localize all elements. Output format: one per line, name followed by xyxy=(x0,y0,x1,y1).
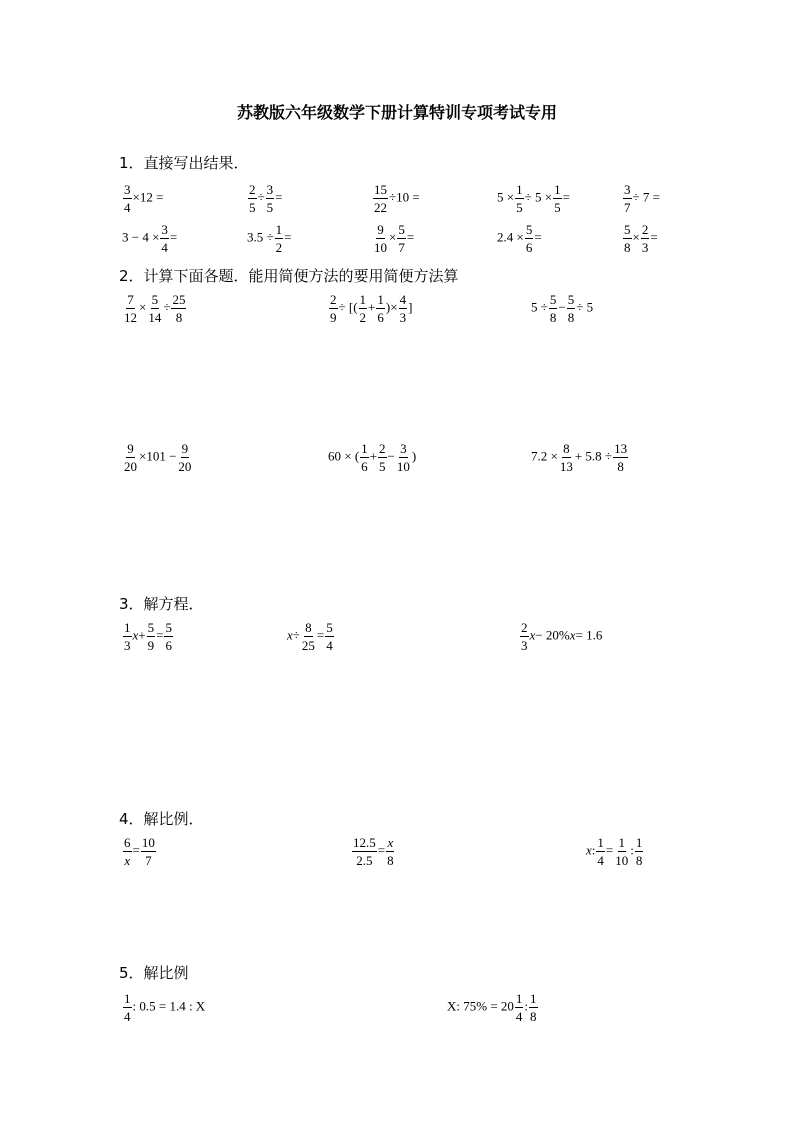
fraction xyxy=(301,621,316,652)
s1-expr-6 xyxy=(122,223,177,254)
numerator: 10 xyxy=(141,835,155,850)
variable: x xyxy=(529,627,536,643)
fraction xyxy=(515,183,524,214)
denominator: 8 xyxy=(175,310,183,325)
operator-text: + 5.8 ÷ xyxy=(574,448,613,464)
s5-proportion-1 xyxy=(122,992,205,1023)
s1-expr-10 xyxy=(622,223,658,254)
denominator: 8 xyxy=(635,853,643,868)
operator-text: = xyxy=(562,189,570,205)
operator-text: = xyxy=(534,229,542,245)
operator-text: : xyxy=(630,842,634,858)
variable: x xyxy=(586,842,592,858)
operator-text: = xyxy=(605,842,614,858)
operator-text: 5 × xyxy=(497,189,515,205)
operator-text: : 0.5 = 1.4 : X xyxy=(132,998,206,1014)
numerator: 12.5 xyxy=(353,835,376,850)
denominator: 25 xyxy=(301,638,315,653)
numerator: 15 xyxy=(374,182,387,197)
denominator: 9 xyxy=(147,638,155,653)
s4-proportion-2 xyxy=(351,836,396,867)
operator-text: = xyxy=(406,229,415,245)
numerator: 1 xyxy=(597,835,604,850)
variable: x xyxy=(287,627,293,643)
numerator: 25 xyxy=(172,292,186,307)
numerator: 3 xyxy=(624,182,631,197)
denominator: 6 xyxy=(525,240,533,255)
fraction xyxy=(559,442,574,473)
denominator: 10 xyxy=(615,853,629,868)
operator-text: 3.5 ÷ xyxy=(247,229,274,245)
denominator: 10 xyxy=(396,459,410,474)
operator-text: − xyxy=(387,448,395,464)
section-2-heading: 2．计算下面各题．能用简便方法的要用简便方法算 xyxy=(119,267,459,285)
numerator: 3 xyxy=(400,441,407,456)
section-3-heading: 3．解方程． xyxy=(119,595,204,613)
numerator: 9 xyxy=(377,222,384,237)
operator-text: − 20% xyxy=(535,627,570,643)
fraction xyxy=(359,293,368,324)
denominator: 2 xyxy=(275,240,283,255)
denominator: 8 xyxy=(387,853,394,868)
fraction xyxy=(549,293,558,324)
fraction xyxy=(396,442,411,473)
denominator: 4 xyxy=(124,200,131,215)
fraction xyxy=(171,293,186,324)
fraction xyxy=(123,293,138,324)
fraction xyxy=(614,836,629,867)
s1-expr-9 xyxy=(497,223,542,254)
operator-text: ÷ 5 × xyxy=(524,189,553,205)
denominator: 10 xyxy=(374,240,387,255)
numerator: 1 xyxy=(516,182,523,197)
fraction xyxy=(123,442,138,473)
operator-text: 5 ÷ xyxy=(531,299,548,315)
numerator: 8 xyxy=(305,620,312,635)
denominator: 12 xyxy=(124,310,137,325)
numerator: 3 xyxy=(124,182,131,197)
fraction xyxy=(373,183,388,214)
s1-expr-8 xyxy=(372,223,414,254)
fraction xyxy=(386,836,395,867)
fraction xyxy=(275,223,284,254)
s1-expr-3 xyxy=(372,183,420,214)
operator-text: − xyxy=(558,299,566,315)
numerator: 8 xyxy=(563,441,570,456)
fraction xyxy=(515,992,524,1023)
denominator: 7 xyxy=(624,200,631,215)
fraction xyxy=(147,621,156,652)
numerator: 2 xyxy=(330,292,337,307)
page-title: 苏教版六年级数学下册计算特训专项考试专用 xyxy=(236,103,557,122)
operator-text: ÷10 = xyxy=(389,189,420,205)
numerator: 3 xyxy=(161,222,168,237)
numerator: 5 xyxy=(151,292,159,307)
denominator: 3 xyxy=(521,638,528,653)
denominator: 8 xyxy=(567,310,575,325)
numerator: 1 xyxy=(515,991,523,1006)
fraction xyxy=(641,223,650,254)
s2-expr-2 xyxy=(328,293,412,324)
denominator: 5 xyxy=(554,200,561,215)
fraction xyxy=(123,183,132,214)
denominator: 2 xyxy=(359,310,367,325)
operator-text: × xyxy=(139,299,147,315)
fraction xyxy=(525,223,534,254)
fraction xyxy=(553,183,562,214)
operator-text: ÷ 5 xyxy=(576,299,594,315)
denominator: 4 xyxy=(515,1009,523,1024)
operator-text: = xyxy=(275,189,283,205)
operator-text: = xyxy=(132,842,140,858)
fraction xyxy=(123,836,132,867)
operator-text: × xyxy=(389,229,397,245)
operator-text: = 1.6 xyxy=(575,627,603,643)
numerator: 3 xyxy=(266,182,274,197)
s2-expr-1 xyxy=(122,293,187,324)
fraction xyxy=(177,442,192,473)
fraction xyxy=(596,836,605,867)
numerator: 1 xyxy=(275,222,283,237)
denominator: 4 xyxy=(161,240,168,255)
fraction xyxy=(520,621,529,652)
operator-text: : xyxy=(591,842,596,858)
denominator: 5 xyxy=(249,200,256,215)
denominator: 6 xyxy=(377,310,384,325)
operator-text: = xyxy=(169,229,178,245)
fraction xyxy=(141,836,156,867)
s2-expr-5 xyxy=(328,442,416,473)
fraction xyxy=(623,183,632,214)
s1-expr-2 xyxy=(247,183,282,214)
denominator: 3 xyxy=(399,310,407,325)
fraction xyxy=(352,836,377,867)
numerator: 2 xyxy=(521,620,528,635)
denominator: 20 xyxy=(178,459,192,474)
fraction xyxy=(529,992,538,1023)
operator-text: 2.4 × xyxy=(497,229,524,245)
denominator: 4 xyxy=(124,1009,131,1024)
s2-expr-6 xyxy=(531,442,629,473)
numerator: 5 xyxy=(624,222,631,237)
operator-text: ÷ 7 = xyxy=(632,189,660,205)
numerator: 1 xyxy=(530,991,537,1006)
numerator: 5 xyxy=(326,620,333,635)
numerator: 1 xyxy=(554,182,561,197)
fraction xyxy=(248,183,257,214)
denominator: 6 xyxy=(361,459,368,474)
operator-text: + xyxy=(138,627,146,643)
numerator: 1 xyxy=(359,292,367,307)
s3-equation-1 xyxy=(122,621,174,652)
operator-text: ÷ xyxy=(163,299,171,315)
operator-text: ÷ [( xyxy=(338,299,358,315)
operator-text: X: 75% = 20 xyxy=(447,998,514,1014)
fraction xyxy=(360,442,369,473)
denominator: 20 xyxy=(124,459,137,474)
s1-expr-7 xyxy=(247,223,291,254)
denominator: 2.5 xyxy=(356,853,373,868)
fraction xyxy=(376,293,385,324)
operator-text: 3 − 4 × xyxy=(122,229,160,245)
fraction xyxy=(635,836,644,867)
fraction xyxy=(147,293,162,324)
fraction xyxy=(399,293,408,324)
variable: x xyxy=(132,627,139,643)
numerator: 1 xyxy=(124,620,131,635)
s3-equation-3 xyxy=(519,621,602,652)
operator-text: = xyxy=(156,627,164,643)
numerator: 9 xyxy=(181,441,189,456)
operator-text: ÷ xyxy=(257,189,265,205)
denominator: 13 xyxy=(559,459,573,474)
operator-text: ) xyxy=(411,448,417,464)
denominator: 7 xyxy=(145,853,152,868)
denominator: 6 xyxy=(165,638,172,653)
fraction xyxy=(266,183,275,214)
numerator: 1 xyxy=(361,441,368,456)
numerator: 4 xyxy=(399,292,407,307)
s4-proportion-3 xyxy=(586,836,644,867)
numerator: 1 xyxy=(618,835,625,850)
fraction xyxy=(613,442,628,473)
denominator: 8 xyxy=(549,310,557,325)
fraction xyxy=(567,293,576,324)
denominator: 5 xyxy=(266,200,274,215)
s2-expr-4 xyxy=(122,442,193,473)
numerator: 1 xyxy=(635,835,643,850)
denominator: 5 xyxy=(379,459,386,474)
numerator: 2 xyxy=(641,222,649,237)
fraction xyxy=(373,223,388,254)
section-4-heading: 4．解比例． xyxy=(119,810,204,828)
operator-text: ÷ xyxy=(292,627,300,643)
denominator: 4 xyxy=(597,853,604,868)
fraction xyxy=(160,223,169,254)
denominator: 22 xyxy=(374,200,387,215)
operator-text: = xyxy=(284,229,292,245)
denominator: 14 xyxy=(148,310,162,325)
numerator: 5 xyxy=(549,292,557,307)
fraction xyxy=(378,442,387,473)
numerator: x xyxy=(387,835,394,850)
s1-expr-4 xyxy=(497,183,570,214)
fraction xyxy=(325,621,334,652)
operator-text: ×101 − xyxy=(139,448,177,464)
operator-text: = xyxy=(650,229,658,245)
denominator: 8 xyxy=(624,240,631,255)
denominator: x xyxy=(124,853,131,868)
operator-text: = xyxy=(316,627,325,643)
numerator: 6 xyxy=(124,835,131,850)
operator-text: : xyxy=(524,998,529,1014)
s5-proportion-2 xyxy=(447,992,539,1023)
fraction xyxy=(623,223,632,254)
operator-text: + xyxy=(369,448,378,464)
numerator: 13 xyxy=(614,441,628,456)
numerator: 1 xyxy=(377,292,384,307)
numerator: 5 xyxy=(525,222,533,237)
denominator: 5 xyxy=(516,200,523,215)
fraction xyxy=(123,992,132,1023)
variable: x xyxy=(569,627,576,643)
numerator: 9 xyxy=(127,441,134,456)
s1-expr-1 xyxy=(122,183,163,214)
operator-text: × xyxy=(632,229,640,245)
operator-text: ×12 = xyxy=(132,189,164,205)
s4-proportion-1 xyxy=(122,836,157,867)
numerator: 1 xyxy=(124,991,131,1006)
numerator: 5 xyxy=(165,620,172,635)
numerator: 2 xyxy=(249,182,256,197)
denominator: 9 xyxy=(330,310,337,325)
fraction xyxy=(164,621,173,652)
section-1-heading: 1．直接写出结果． xyxy=(119,154,249,172)
operator-text: )× xyxy=(385,299,398,315)
operator-text: 7.2 × xyxy=(531,448,558,464)
operator-text: ] xyxy=(408,299,413,315)
fraction xyxy=(397,223,406,254)
operator-text: + xyxy=(368,299,376,315)
operator-text: 60 × ( xyxy=(328,448,360,464)
operator-text: = xyxy=(377,842,386,858)
numerator: 2 xyxy=(379,441,386,456)
s2-expr-3 xyxy=(531,293,593,324)
numerator: 5 xyxy=(398,222,405,237)
denominator: 8 xyxy=(617,459,624,474)
denominator: 3 xyxy=(641,240,649,255)
denominator: 7 xyxy=(398,240,405,255)
fraction xyxy=(123,621,132,652)
numerator: 5 xyxy=(567,292,575,307)
denominator: 3 xyxy=(124,638,131,653)
numerator: 7 xyxy=(127,292,134,307)
s1-expr-5 xyxy=(622,183,660,214)
denominator: 8 xyxy=(530,1009,537,1024)
s3-equation-2 xyxy=(287,621,335,652)
numerator: 5 xyxy=(147,620,155,635)
fraction xyxy=(329,293,338,324)
denominator: 4 xyxy=(326,638,333,653)
section-5-heading: 5．解比例 xyxy=(119,964,189,982)
